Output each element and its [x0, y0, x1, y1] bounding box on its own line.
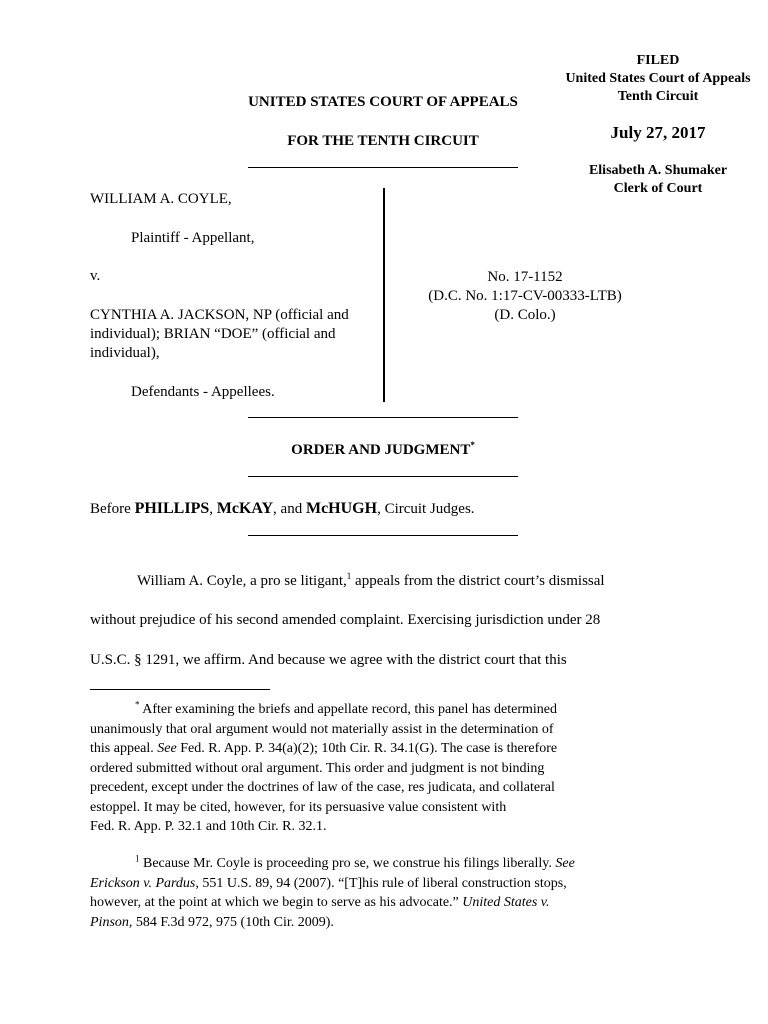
footnote-1-line-4	[90, 913, 575, 933]
defendants-names	[90, 306, 349, 363]
district: (D. Colo.)	[494, 307, 556, 323]
footnote-star-line-2: unanimously that oral argument would not materially assist in the determination of	[90, 721, 554, 737]
case-number: No. 17-1152	[487, 269, 563, 285]
clerk-name: Elisabeth A. Shumaker	[588, 163, 728, 178]
footnote-star-line-5: precedent, except under the doctrines of law of the case, res judicata, and collateral	[90, 780, 555, 795]
filed-stamp	[548, 52, 768, 106]
caption-bottom-rule	[248, 417, 518, 418]
footnote-1-mark: 1	[135, 853, 140, 864]
clerk-block	[548, 162, 768, 198]
filed-label: FILED	[636, 53, 680, 68]
title-footnote-mark: *	[470, 440, 475, 450]
footnote-ref-1: 1	[346, 571, 352, 581]
footnote-1-see: See	[555, 856, 575, 871]
district-case-number: (D.C. No. 1:17-CV-00333-LTB)	[428, 288, 622, 304]
footnote-1	[90, 854, 575, 932]
body-line-1-a: William A. Coyle, a pro se litigant,	[137, 573, 347, 589]
circuit-name: FOR THE TENTH CIRCUIT	[287, 133, 479, 149]
footnote-star-l3b: Fed. R. App. P. 34(a)(2); 10th Cir. R. 34.1(G). The case is therefore	[176, 741, 558, 756]
document-title	[200, 442, 566, 459]
caption-divider	[383, 188, 385, 402]
footnote-separator	[90, 689, 270, 690]
footnote-1-l4b: , 584 F.3d 972, 975 (10th Cir. 2009).	[128, 914, 334, 930]
footnote-1-line-1	[90, 854, 575, 874]
court-name: UNITED STATES COURT OF APPEALS	[248, 94, 518, 110]
body-line-1	[137, 573, 605, 590]
plaintiff-role: Plaintiff - Appellant,	[131, 230, 255, 246]
footnote-star-line-4: ordered submitted without oral argument. This order and judgment is not binding	[90, 760, 545, 776]
plaintiff-name: WILLIAM A. COYLE,	[90, 191, 232, 207]
panel-sep-2: , and	[273, 501, 306, 517]
footnote-star-see: See	[157, 741, 177, 756]
versus: v.	[90, 268, 101, 284]
judge-mckay: McKAY	[216, 500, 274, 517]
defendants-line-3: individual),	[90, 345, 160, 361]
header-rule	[248, 167, 518, 168]
footnote-star-l3a: this appeal.	[90, 741, 158, 756]
judge-phillips: PHILLIPS	[134, 500, 210, 517]
panel-rule	[248, 535, 518, 536]
panel-suffix: , Circuit Judges.	[377, 501, 475, 517]
document-title-text: ORDER AND JUDGMENT	[291, 442, 471, 458]
footnote-1-l3a: however, at the point at which we begin to serve as his advocate.”	[90, 895, 463, 910]
judge-mchugh: McHUGH	[305, 500, 378, 517]
filed-circuit: Tenth Circuit	[617, 89, 699, 104]
footnote-star-line-6: estoppel. It may be cited, however, for its persuasive value consistent with	[90, 799, 507, 815]
clerk-title: Clerk of Court	[613, 181, 703, 196]
body-line-3: U.S.C. § 1291, we affirm. And because we agree with the district court that this	[90, 652, 567, 668]
defendants-line-2: individual); BRIAN “DOE” (official and	[90, 326, 336, 342]
case-numbers	[390, 268, 660, 325]
footnote-1-line-2	[90, 874, 575, 894]
footnote-1-l2b: , 551 U.S. 89, 94 (2007). “[T]his rule of liberal construction stops,	[195, 875, 567, 891]
panel-before: Before	[90, 501, 135, 517]
filed-court: United States Court of Appeals	[565, 71, 751, 86]
footnote-star	[90, 700, 557, 837]
footnote-star-line-1	[90, 700, 557, 720]
footnote-1-l1a: Because Mr. Coyle is proceeding pro se, we construe his filings liberally.	[139, 856, 556, 871]
footnote-star-line-3	[90, 739, 557, 759]
footnote-star-mark: *	[135, 699, 140, 710]
body-line-2: without prejudice of his second amended complaint. Exercising jurisdiction under 28	[90, 612, 601, 628]
panel-sep-1: ,	[209, 501, 217, 517]
defendants-line-1: CYNTHIA A. JACKSON, NP (official and	[90, 307, 349, 323]
title-rule	[248, 476, 518, 477]
footnote-1-case-us: United States v.	[462, 895, 550, 910]
footnote-star-l1: After examining the briefs and appellate record, this panel has determined	[139, 702, 558, 717]
footnote-1-line-3	[90, 893, 575, 913]
panel-line	[90, 500, 475, 518]
body-line-1-b: appeals from the district court’s dismissal	[351, 573, 605, 589]
footnote-star-line-7: Fed. R. App. P. 32.1 and 10th Cir. R. 32.1.	[90, 819, 327, 834]
defendants-role: Defendants - Appellees.	[131, 384, 275, 400]
filed-date: July 27, 2017	[610, 123, 706, 142]
footnote-1-case-pinson: Pinson	[90, 914, 129, 930]
footnote-1-case-erickson: Erickson v. Pardus	[90, 875, 196, 891]
